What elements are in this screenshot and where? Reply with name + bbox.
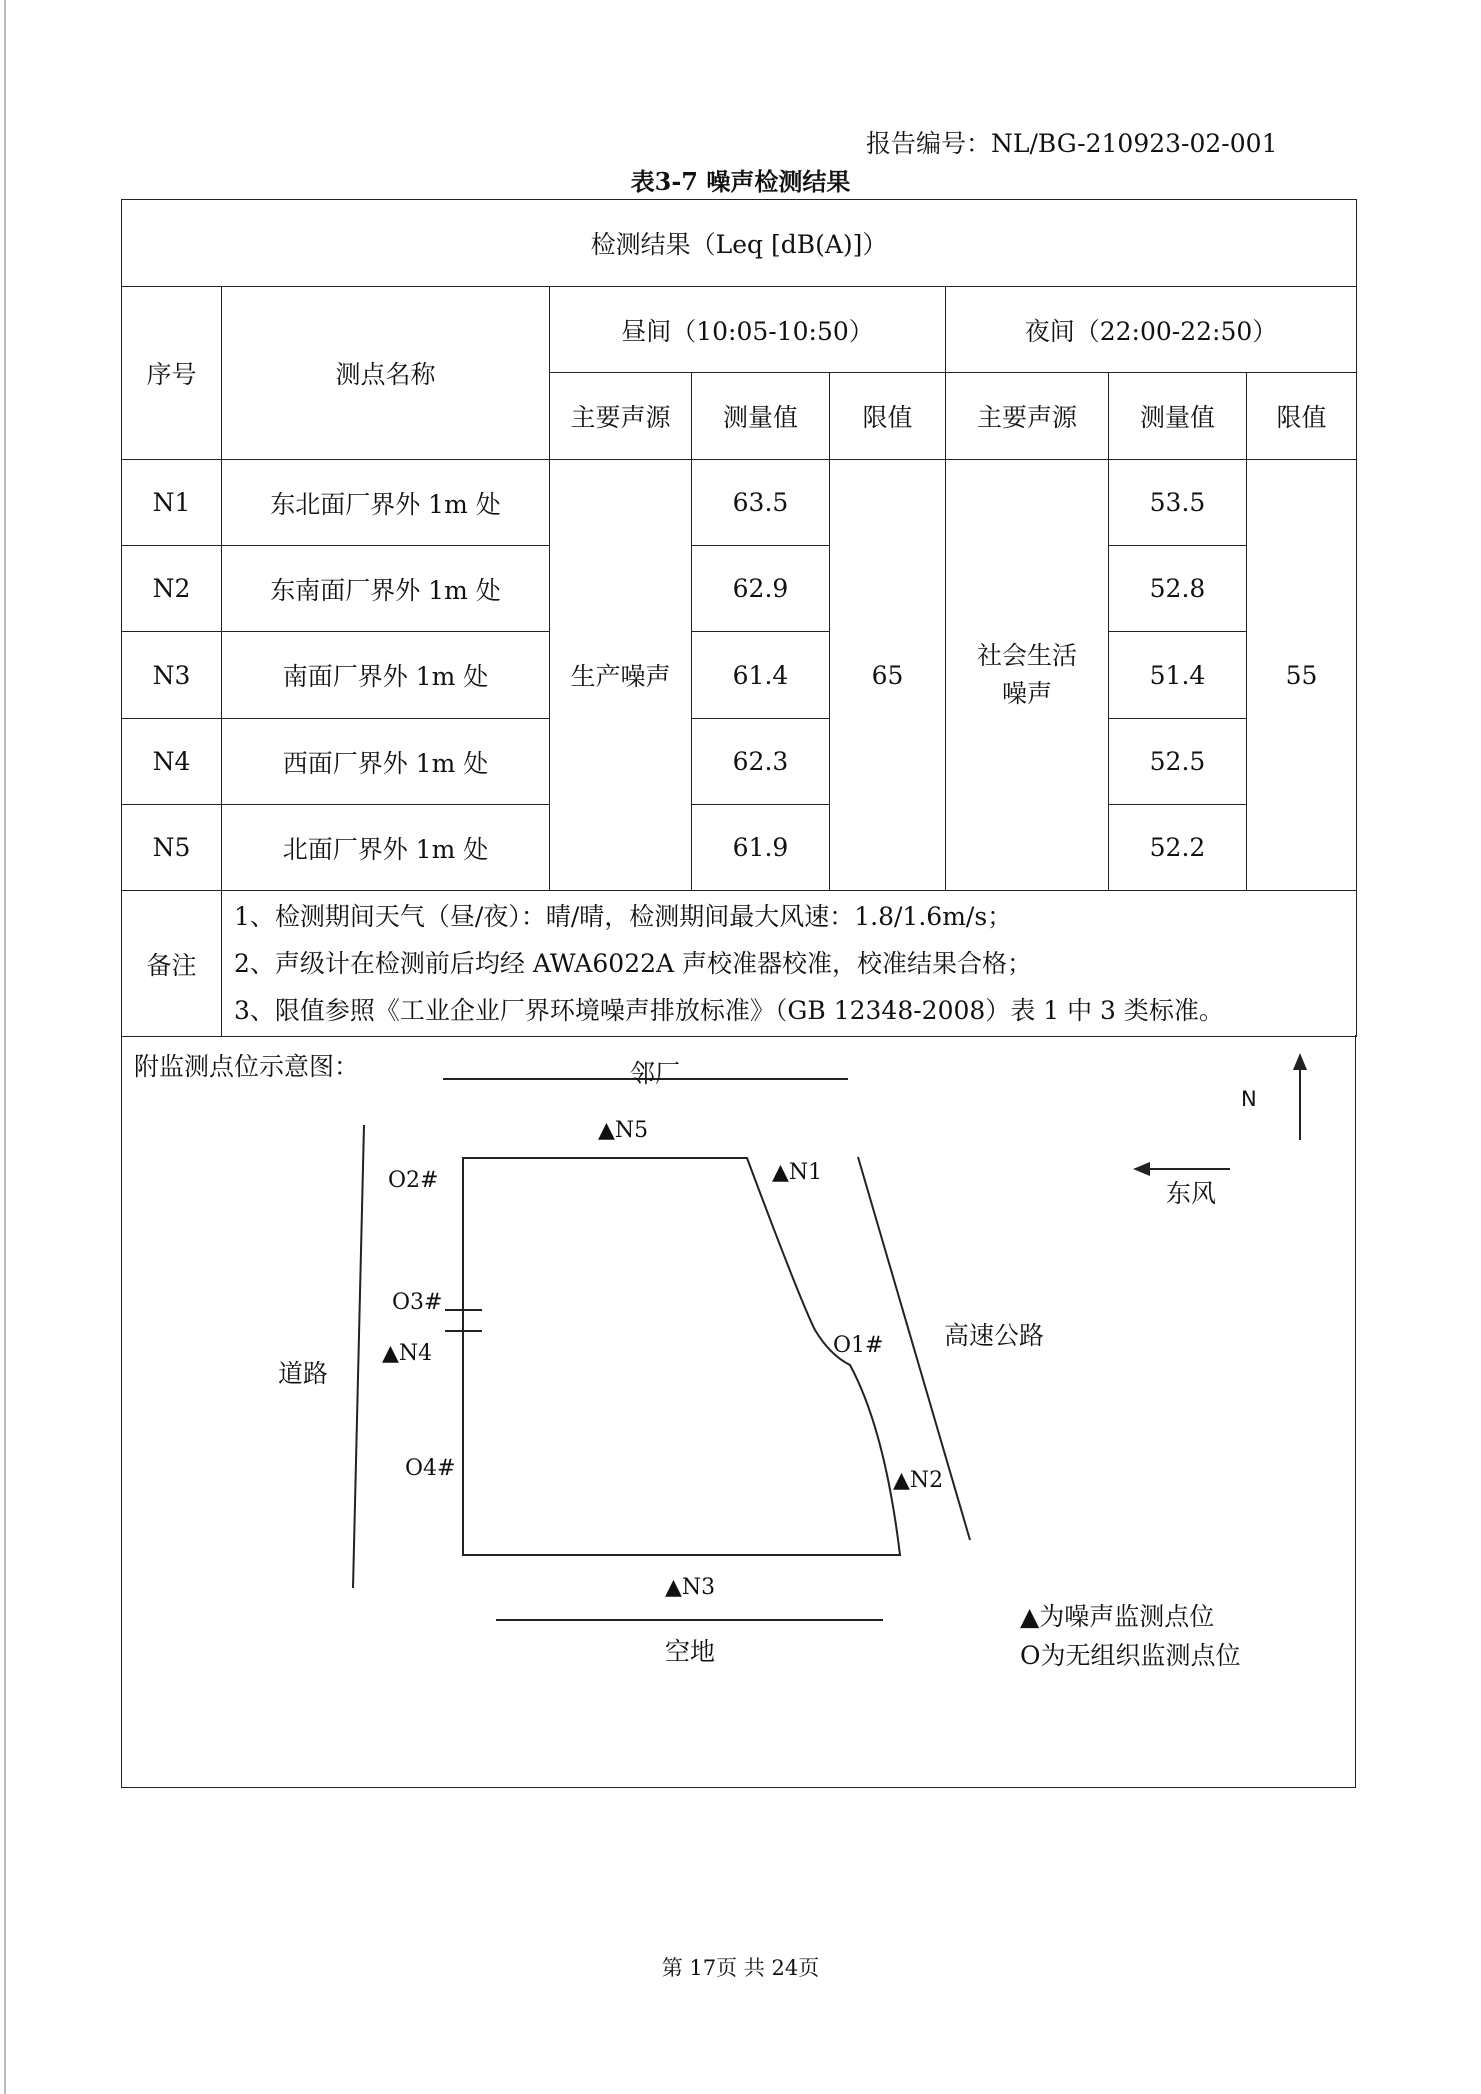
noise-point-n5: ▲N5 [598,1118,649,1143]
day-measured-header: 测量值 [692,373,830,460]
day-source-header: 主要声源 [550,373,692,460]
noise-point-n1: ▲N1 [772,1160,823,1185]
night-source-header: 主要声源 [946,373,1109,460]
night-limit: 55 [1247,460,1357,891]
air-point-1: O1# [833,1333,884,1358]
night-measured-header: 测量值 [1109,373,1247,460]
noise-point-n3: ▲N3 [665,1575,716,1600]
night-measured: 52.5 [1109,719,1247,805]
air-point-2: O2# [388,1168,439,1193]
night-measured: 51.4 [1109,632,1247,719]
noise-point-n4: ▲N4 [382,1341,433,1366]
day-limit-header: 限值 [830,373,946,460]
open-land-label: 空地 [665,1637,716,1666]
wind-label: 东风 [1166,1179,1217,1208]
day-measured: 61.9 [692,805,830,891]
remarks-label: 备注 [122,891,222,1037]
night-measured: 52.8 [1109,546,1247,632]
highway-label: 高速公路 [944,1321,1045,1350]
night-source-text: 社会生活噪声 [976,641,1077,708]
night-limit-header: 限值 [1247,373,1357,460]
wind-arrow-head [1133,1162,1150,1176]
remark-line: 1、检测期间天气（昼/夜）：晴/晴，检测期间最大风速：1.8/1.6m/s； [234,902,1013,931]
page-number: 第 17页 共 24页 [661,1956,820,1980]
night-measured: 52.2 [1109,805,1247,891]
day-measured: 61.4 [692,632,830,719]
table-title: 表3-7 噪声检测结果 [630,167,851,196]
point-name: 西面厂界外 1m 处 [222,719,550,805]
road-line [353,1125,364,1588]
legend-air: O为无组织监测点位 [1020,1641,1241,1670]
noise-point-n2: ▲N2 [893,1468,944,1493]
point-name: 北面厂界外 1m 处 [222,805,550,891]
neighbor-factory-label: 邻厂 [630,1059,681,1088]
point-id: N5 [122,805,222,891]
day-measured: 63.5 [692,460,830,546]
night-measured: 53.5 [1109,460,1247,546]
remark-line: 3、限值参照《工业企业厂界环境噪声排放标准》（GB 12348-2008）表 1 中 3 类标准。 [234,996,1224,1025]
point-id: N2 [122,546,222,632]
air-point-3: O3# [392,1290,443,1315]
day-measured: 62.3 [692,719,830,805]
day-source: 生产噪声 [550,460,692,891]
day-period-header: 昼间（10:05-10:50） [550,287,946,373]
report-number: 报告编号：NL/BG-210923-02-001 [866,129,1278,158]
day-limit: 65 [830,460,946,891]
point-name: 南面厂界外 1m 处 [222,632,550,719]
legend-noise: ▲为噪声监测点位 [1020,1602,1215,1631]
point-name: 东南面厂界外 1m 处 [222,546,550,632]
point-id: N1 [122,460,222,546]
map-title: 附监测点位示意图： [134,1052,360,1081]
point-id: N4 [122,719,222,805]
road-label: 道路 [278,1359,329,1388]
col-index-header: 序号 [122,287,222,460]
remark-line: 2、声级计在检测前后均经 AWA6022A 声校准器校准，校准结果合格； [234,949,1033,978]
point-id: N3 [122,632,222,719]
point-name: 东北面厂界外 1m 处 [222,460,550,546]
col-point-name-header: 测点名称 [222,287,550,460]
result-header: 检测结果（Leq [dB(A)]） [122,200,1357,287]
north-label: N [1241,1087,1257,1111]
night-period-header: 夜间（22:00-22:50） [946,287,1357,373]
air-point-4: O4# [405,1456,456,1481]
day-measured: 62.9 [692,546,830,632]
north-arrow-head [1293,1053,1307,1070]
